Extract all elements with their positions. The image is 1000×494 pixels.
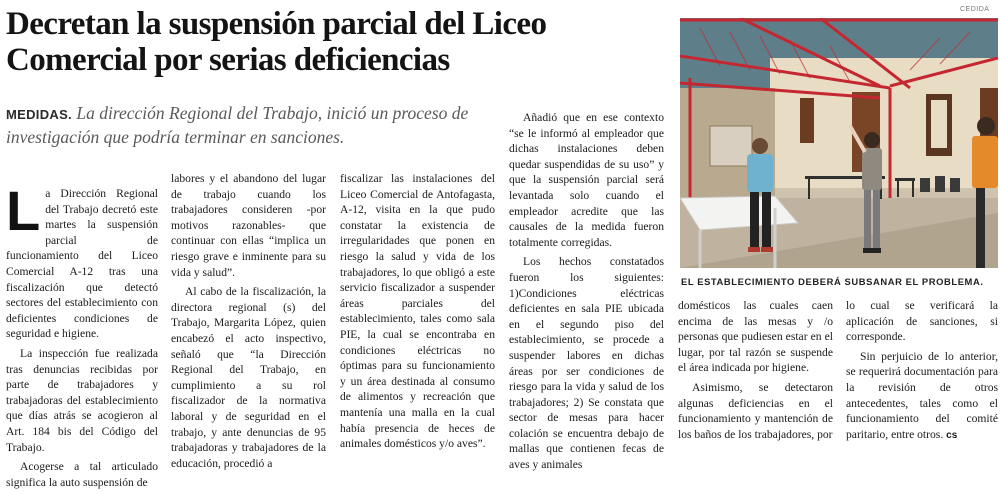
end-of-article-mark: cs <box>946 429 958 441</box>
closing-text: Sin perjuicio de lo anterior, se requerirá documentación para la revisión de otros antecedentes, tales como el funcionamiento del comité paritario, entre otros. <box>846 349 998 441</box>
photo-credit: CEDIDA <box>960 6 990 13</box>
headline: Decretan la suspensión parcial del Liceo Comercial por serias deficiencias <box>6 6 547 78</box>
lead-paragraph <box>6 179 158 342</box>
deck-text: La dirección Regional del Trabajo, inició un proceso de investigación que podría terminar en sanciones. <box>6 103 469 147</box>
paragraph: Añadió que en ese contexto “se le informó al empleador que dichas instalaciones deben quedar suspendidas de su uso” y que la suspensión parcial será levantada solo cuando el empleador acredite que las causales de la medida fueron totalmente corregidas. <box>509 111 664 249</box>
deck <box>6 102 516 149</box>
deck-kicker: MEDIDAS. <box>6 107 72 122</box>
drop-cap: L <box>6 179 41 242</box>
column-6 <box>846 298 998 447</box>
paragraph: domésticos las cuales caen encima de las mesas y /o personas que pudiesen estar en el lugar, por tal razón se suspende el área indicada por higiene. <box>678 299 833 375</box>
schoolyard-photo-illustration <box>680 18 998 268</box>
column-5 <box>678 298 833 446</box>
column-1 <box>6 179 158 494</box>
paragraph: fiscalizar las instalaciones del Liceo Comercial de Antofagasta, A-12, visita en la que pudo constatar la existencia de irregularidades que ponen en riesgo la salud y vida de los trabajadores, lo que obligó a este servicio fiscalizador a suspender áreas parciales del establecimiento, tales como sala PIE, la cual se encontraba en condiciones eléctricas no óptimas para su funcionamiento y un área destinada al consumo de alimentos y recreación que mantenía una malla en la cual había presencia de heces de animales domésticos y/o aves”. <box>340 172 495 451</box>
column-3 <box>340 171 495 456</box>
photo-caption: EL ESTABLECIMIENTO DEBERÁ SUBSANAR EL PROBLEMA. <box>681 276 984 287</box>
news-photo <box>680 18 998 268</box>
paragraph: Acogerse a tal articulado significa la auto suspensión de <box>6 460 158 489</box>
paragraph: Asimismo, se detectaron algunas deficiencias en el funcionamiento y mantención de los baños de los trabajadores, por <box>678 380 833 441</box>
paragraph: labores y el abandono del lugar de trabajo cuando los trabajadores consideren -por motivos razonables- que continuar con ellas “implica un riesgo grave e inminente para su vida y salud”. <box>171 172 326 279</box>
paragraph: La inspección fue realizada tras denuncias recibidas por parte de trabajadores y trabajadoras del establecimiento que días atrás se acogieron al Art. 184 bis del Código del Trabajo. <box>6 346 158 454</box>
paragraph: Los hechos constatados fueron los siguientes: 1)Condiciones eléctricas deficientes en sala PIE ubicada en el segundo piso del establecimiento, se procede a suspender labores en dichas áreas por ser condiciones de riesgo para la vida y salud de los trabajadores; 2) Se constata que sector de mesas para hacer colación se encuentra debajo de mallas que contienen fecas de aves y animales <box>509 255 664 472</box>
paragraph: Al cabo de la fiscalización, la directora regional (s) del Trabajo, Margarita López, quien encabezó el acto inspectivo, señaló que “la Dirección Regional del Trabajo, en cumplimiento a su rol fiscalizador de la normativa laboral y de seguridad en el trabajo, y ante denuncias de 95 trabajadoras y trabajadores de la educación, procedió a <box>171 285 326 470</box>
column-4 <box>509 110 664 477</box>
lead-text: a Dirección Regional del Trabajo decretó este martes la suspensión parcial de funcionamiento del Liceo Comercial A-12 tras una fiscalización que detectó sectores del establecimiento con deficientes condiciones de seguridad e higiene. <box>6 187 158 341</box>
column-2 <box>171 171 326 475</box>
paragraph: lo cual se verificará la aplicación de sanciones, si corresponde. <box>846 299 998 344</box>
paragraph <box>846 349 998 444</box>
